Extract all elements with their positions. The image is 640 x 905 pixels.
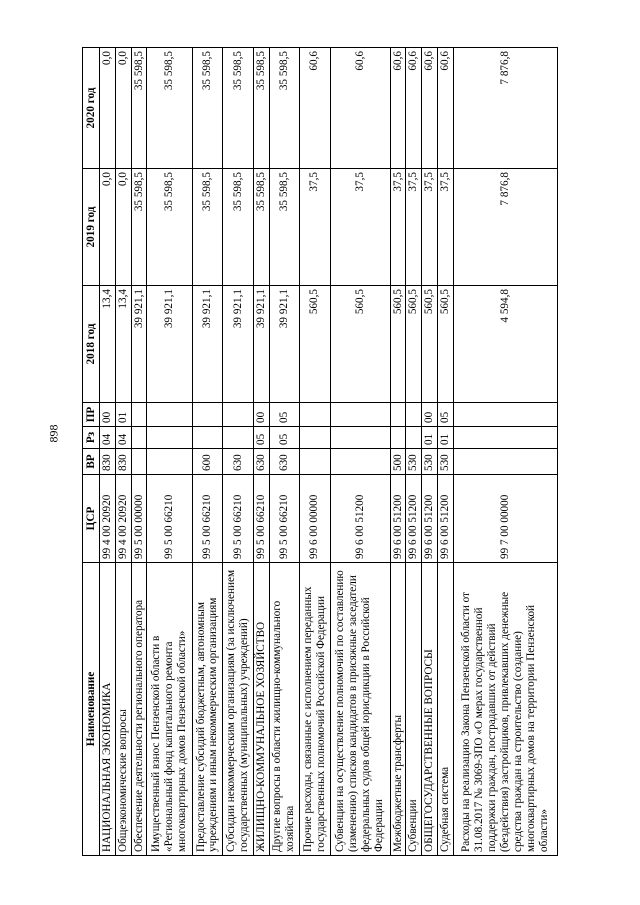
cell-pr: 00 [100, 403, 116, 427]
cell-y2020: 35 598,5 [131, 48, 147, 169]
cell-vr: 830 [115, 449, 131, 475]
cell-vr [131, 449, 147, 475]
cell-rz [406, 427, 422, 449]
table-row [330, 48, 390, 856]
cell-y2018: 560,5 [406, 286, 422, 403]
cell-csr: 99 5 00 66210 [147, 475, 192, 563]
cell-vr [300, 449, 331, 475]
cell-y2019: 35 598,5 [269, 169, 300, 286]
cell-csr: 99 6 00 51200 [390, 475, 406, 563]
cell-pr [330, 403, 390, 427]
cell-vr [330, 449, 390, 475]
cell-rz [453, 427, 557, 449]
cell-y2018: 39 921,1 [131, 286, 147, 403]
cell-rz [390, 427, 406, 449]
cell-pr [192, 403, 223, 427]
cell-vr [147, 449, 192, 475]
cell-y2020: 60,6 [422, 48, 438, 169]
cell-y2018: 39 921,1 [223, 286, 254, 403]
cell-vr: 630 [253, 449, 269, 475]
cell-csr: 99 6 00 00000 [300, 475, 331, 563]
cell-vr: 500 [390, 449, 406, 475]
cell-y2018: 560,5 [300, 286, 331, 403]
cell-name: Расходы на реализацию Закона Пензенской области от 31.08.2017 № 3069-ЗПО «О мерах государственной поддержки граждан, пострадавших от действий (бездействия) застройщиков, привлекавших денежные средства граждан на строительство (создание) многоквартирных домов на территории Пензенской области» [453, 563, 557, 856]
cell-name: Субвенции на осуществление полномочий по составлению (изменению) списков кандидатов в присяжные заседатели федеральных судов общей юрисдикции в Российской Федерации [330, 563, 390, 856]
cell-name: НАЦИОНАЛЬНАЯ ЭКОНОМИКА [100, 563, 116, 856]
table-row [406, 48, 422, 856]
cell-pr: 05 [269, 403, 300, 427]
cell-y2019: 35 598,5 [253, 169, 269, 286]
cell-y2020: 35 598,5 [223, 48, 254, 169]
cell-name: Предоставление субсидий бюджетным, автономным учреждениям и иным некоммерческим организациям [192, 563, 223, 856]
cell-y2020: 35 598,5 [253, 48, 269, 169]
header-rz: Рз [83, 427, 100, 449]
cell-y2020: 7 876,8 [453, 48, 557, 169]
cell-rz: 01 [422, 427, 438, 449]
cell-y2018: 39 921,1 [253, 286, 269, 403]
cell-csr: 99 6 00 51200 [438, 475, 454, 563]
cell-pr [300, 403, 331, 427]
cell-name: ОБЩЕГОСУДАРСТВЕННЫЕ ВОПРОСЫ [422, 563, 438, 856]
table-body [100, 48, 558, 856]
cell-pr: 00 [253, 403, 269, 427]
cell-rz [131, 427, 147, 449]
cell-vr: 530 [406, 449, 422, 475]
cell-pr: 05 [438, 403, 454, 427]
cell-name: Судебная система [438, 563, 454, 856]
cell-rz [223, 427, 254, 449]
cell-y2019: 37,5 [330, 169, 390, 286]
cell-y2020: 35 598,5 [269, 48, 300, 169]
cell-y2019: 35 598,5 [147, 169, 192, 286]
table-row [438, 48, 454, 856]
cell-y2018: 4 594,8 [453, 286, 557, 403]
cell-rz: 05 [253, 427, 269, 449]
table-row [300, 48, 331, 856]
cell-y2019: 37,5 [300, 169, 331, 286]
cell-vr: 530 [438, 449, 454, 475]
cell-name: Имущественный взнос Пензенской области в «Региональный фонд капитального ремонта многоквартирных домов Пензенской области» [147, 563, 192, 856]
cell-pr [147, 403, 192, 427]
cell-vr: 600 [192, 449, 223, 475]
cell-csr: 99 7 00 00000 [453, 475, 557, 563]
cell-rz: 04 [100, 427, 116, 449]
cell-y2020: 60,6 [438, 48, 454, 169]
rotated-page [82, 48, 558, 856]
cell-y2019: 37,5 [438, 169, 454, 286]
cell-pr: 00 [422, 403, 438, 427]
cell-y2018: 39 921,1 [147, 286, 192, 403]
cell-csr: 99 6 00 51200 [406, 475, 422, 563]
cell-y2020: 0,0 [100, 48, 116, 169]
table-row [115, 48, 131, 856]
cell-name: Прочие расходы, связанные с исполнением переданных государственных полномочий Российской Федерации [300, 563, 331, 856]
cell-y2020: 60,6 [300, 48, 331, 169]
cell-vr [453, 449, 557, 475]
cell-y2020: 60,6 [406, 48, 422, 169]
table-row [453, 48, 557, 856]
cell-csr: 99 5 00 66210 [269, 475, 300, 563]
cell-csr: 99 5 00 66210 [192, 475, 223, 563]
header-row [83, 48, 100, 856]
cell-csr: 99 4 00 20920 [100, 475, 116, 563]
cell-y2019: 37,5 [406, 169, 422, 286]
table-row [192, 48, 223, 856]
table-row [131, 48, 147, 856]
cell-csr: 99 4 00 20920 [115, 475, 131, 563]
cell-pr: 01 [115, 403, 131, 427]
cell-csr: 99 5 00 66210 [223, 475, 254, 563]
table-row [147, 48, 192, 856]
cell-y2018: 560,5 [438, 286, 454, 403]
cell-pr [390, 403, 406, 427]
cell-pr [131, 403, 147, 427]
table-row [100, 48, 116, 856]
cell-pr [453, 403, 557, 427]
cell-y2019: 7 876,8 [453, 169, 557, 286]
cell-y2020: 60,6 [330, 48, 390, 169]
cell-y2018: 560,5 [422, 286, 438, 403]
cell-y2018: 13,4 [115, 286, 131, 403]
cell-vr: 630 [223, 449, 254, 475]
cell-y2020: 0,0 [115, 48, 131, 169]
cell-rz [147, 427, 192, 449]
header-vr: ВР [83, 449, 100, 475]
cell-y2020: 35 598,5 [147, 48, 192, 169]
table-row [422, 48, 438, 856]
cell-y2019: 35 598,5 [131, 169, 147, 286]
cell-y2019: 0,0 [100, 169, 116, 286]
header-csr: ЦСР [83, 475, 100, 563]
cell-y2018: 39 921,1 [269, 286, 300, 403]
cell-name: Обеспечение деятельности регионального оператора [131, 563, 147, 856]
header-pr: ПР [83, 403, 100, 427]
header-2020: 2020 год [83, 48, 100, 169]
cell-vr: 830 [100, 449, 116, 475]
header-name: Наименование [83, 563, 100, 856]
cell-y2020: 60,6 [390, 48, 406, 169]
table-row [269, 48, 300, 856]
cell-rz: 01 [438, 427, 454, 449]
cell-y2020: 35 598,5 [192, 48, 223, 169]
cell-y2018: 13,4 [100, 286, 116, 403]
cell-name: Другие вопросы в области жилищно-коммунального хозяйства [269, 563, 300, 856]
cell-vr: 630 [269, 449, 300, 475]
cell-y2019: 37,5 [422, 169, 438, 286]
cell-rz [330, 427, 390, 449]
cell-name: Общеэкономические вопросы [115, 563, 131, 856]
cell-name: Субсидии некоммерческим организациям (за исключением государственных (муниципальных) учреждений) [223, 563, 254, 856]
cell-rz [192, 427, 223, 449]
header-2018: 2018 год [83, 286, 100, 403]
cell-csr: 99 5 00 66210 [253, 475, 269, 563]
cell-name: Субвенции [406, 563, 422, 856]
cell-rz [300, 427, 331, 449]
cell-csr: 99 5 00 00000 [131, 475, 147, 563]
cell-vr: 530 [422, 449, 438, 475]
cell-y2018: 560,5 [390, 286, 406, 403]
cell-pr [223, 403, 254, 427]
cell-rz: 04 [115, 427, 131, 449]
cell-y2019: 35 598,5 [192, 169, 223, 286]
cell-y2019: 0,0 [115, 169, 131, 286]
cell-csr: 99 6 00 51200 [422, 475, 438, 563]
table-row [390, 48, 406, 856]
cell-name: Межбюджетные трансферты [390, 563, 406, 856]
cell-csr: 99 6 00 51200 [330, 475, 390, 563]
cell-rz: 05 [269, 427, 300, 449]
table-row [223, 48, 254, 856]
cell-y2019: 35 598,5 [223, 169, 254, 286]
budget-table [82, 47, 558, 856]
table-row [253, 48, 269, 856]
cell-y2018: 39 921,1 [192, 286, 223, 403]
page-number: 898 [46, 424, 61, 443]
header-2019: 2019 год [83, 169, 100, 286]
cell-y2018: 560,5 [330, 286, 390, 403]
cell-name: ЖИЛИЩНО-КОММУНАЛЬНОЕ ХОЗЯЙСТВО [253, 563, 269, 856]
cell-pr [406, 403, 422, 427]
cell-y2019: 37,5 [390, 169, 406, 286]
